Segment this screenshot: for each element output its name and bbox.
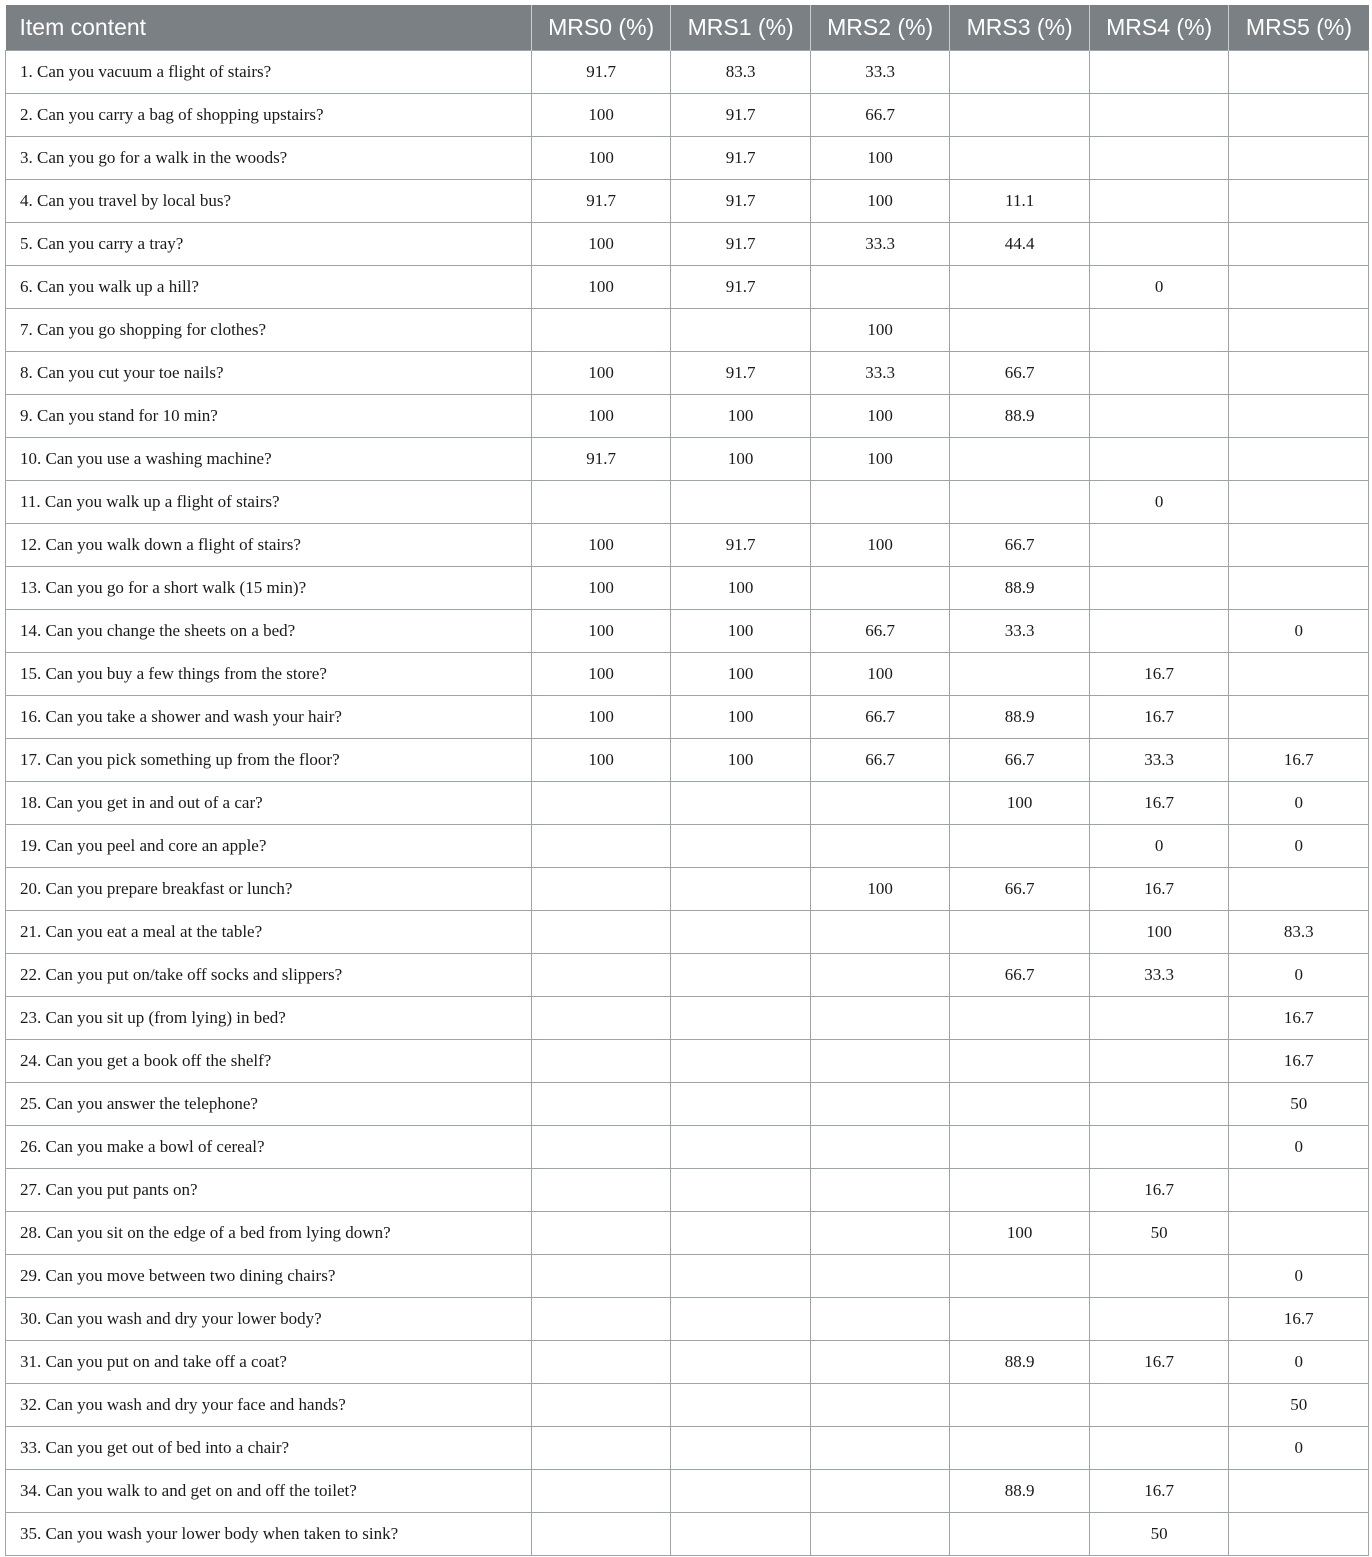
cell-mrs5: 0	[1229, 782, 1369, 825]
cell-mrs0	[531, 1255, 671, 1298]
cell-mrs3: 66.7	[950, 524, 1090, 567]
cell-item-content: 33. Can you get out of bed into a chair?	[6, 1427, 532, 1470]
cell-mrs4	[1089, 567, 1229, 610]
cell-mrs2	[810, 1513, 950, 1556]
cell-mrs4	[1089, 1298, 1229, 1341]
cell-mrs3	[950, 1083, 1090, 1126]
cell-mrs5: 16.7	[1229, 1298, 1369, 1341]
cell-mrs3	[950, 51, 1090, 94]
cell-mrs5: 0	[1229, 1427, 1369, 1470]
cell-mrs5: 0	[1229, 1341, 1369, 1384]
cell-mrs3	[950, 481, 1090, 524]
cell-mrs0: 100	[531, 395, 671, 438]
table-row	[6, 954, 1369, 997]
cell-mrs1	[671, 1040, 811, 1083]
cell-mrs0: 100	[531, 94, 671, 137]
cell-mrs0: 100	[531, 524, 671, 567]
cell-item-content: 8. Can you cut your toe nails?	[6, 352, 532, 395]
header-item-content: Item content	[6, 5, 532, 51]
cell-mrs5: 0	[1229, 1126, 1369, 1169]
cell-mrs0	[531, 1513, 671, 1556]
cell-mrs2	[810, 997, 950, 1040]
cell-mrs2	[810, 1126, 950, 1169]
cell-mrs0: 100	[531, 223, 671, 266]
cell-item-content: 29. Can you move between two dining chairs?	[6, 1255, 532, 1298]
table-row	[6, 782, 1369, 825]
cell-mrs4: 100	[1089, 911, 1229, 954]
cell-mrs0: 100	[531, 696, 671, 739]
cell-mrs2	[810, 1255, 950, 1298]
cell-mrs1	[671, 1255, 811, 1298]
cell-mrs2	[810, 266, 950, 309]
cell-mrs2	[810, 911, 950, 954]
table-row	[6, 1255, 1369, 1298]
table-row	[6, 825, 1369, 868]
cell-mrs3: 88.9	[950, 1470, 1090, 1513]
cell-mrs5: 50	[1229, 1083, 1369, 1126]
cell-mrs2: 66.7	[810, 610, 950, 653]
header-mrs0: MRS0 (%)	[531, 5, 671, 51]
cell-mrs4	[1089, 1083, 1229, 1126]
table-header	[6, 5, 1369, 51]
cell-mrs3: 66.7	[950, 352, 1090, 395]
cell-mrs5	[1229, 352, 1369, 395]
cell-mrs2	[810, 1384, 950, 1427]
cell-mrs1	[671, 1470, 811, 1513]
cell-item-content: 31. Can you put on and take off a coat?	[6, 1341, 532, 1384]
table-row	[6, 1298, 1369, 1341]
cell-item-content: 16. Can you take a shower and wash your hair?	[6, 696, 532, 739]
cell-item-content: 2. Can you carry a bag of shopping upstairs?	[6, 94, 532, 137]
cell-mrs2: 100	[810, 137, 950, 180]
table-row	[6, 51, 1369, 94]
cell-mrs0: 100	[531, 739, 671, 782]
cell-item-content: 28. Can you sit on the edge of a bed from lying down?	[6, 1212, 532, 1255]
cell-mrs2: 33.3	[810, 352, 950, 395]
cell-mrs4	[1089, 438, 1229, 481]
cell-mrs1: 91.7	[671, 180, 811, 223]
cell-mrs0	[531, 1040, 671, 1083]
cell-mrs5: 0	[1229, 610, 1369, 653]
table-row	[6, 137, 1369, 180]
cell-mrs5	[1229, 223, 1369, 266]
cell-mrs1: 91.7	[671, 94, 811, 137]
cell-item-content: 5. Can you carry a tray?	[6, 223, 532, 266]
cell-item-content: 1. Can you vacuum a flight of stairs?	[6, 51, 532, 94]
cell-mrs1: 91.7	[671, 137, 811, 180]
cell-mrs0	[531, 868, 671, 911]
cell-mrs2	[810, 825, 950, 868]
cell-mrs0	[531, 309, 671, 352]
cell-mrs5	[1229, 696, 1369, 739]
cell-mrs3	[950, 1126, 1090, 1169]
cell-mrs1: 100	[671, 696, 811, 739]
cell-mrs1	[671, 997, 811, 1040]
cell-mrs0	[531, 1470, 671, 1513]
cell-mrs2: 100	[810, 395, 950, 438]
cell-mrs4: 16.7	[1089, 653, 1229, 696]
cell-mrs1	[671, 481, 811, 524]
cell-mrs5: 16.7	[1229, 997, 1369, 1040]
cell-mrs0: 100	[531, 137, 671, 180]
cell-mrs0: 100	[531, 653, 671, 696]
cell-mrs4	[1089, 309, 1229, 352]
cell-mrs0	[531, 1169, 671, 1212]
cell-mrs5	[1229, 266, 1369, 309]
cell-mrs0: 100	[531, 352, 671, 395]
cell-mrs2	[810, 782, 950, 825]
cell-mrs2: 100	[810, 438, 950, 481]
cell-mrs1	[671, 825, 811, 868]
table-row	[6, 1212, 1369, 1255]
cell-mrs3	[950, 911, 1090, 954]
cell-mrs4: 16.7	[1089, 696, 1229, 739]
table-row	[6, 1427, 1369, 1470]
cell-item-content: 7. Can you go shopping for clothes?	[6, 309, 532, 352]
cell-mrs1: 91.7	[671, 524, 811, 567]
cell-mrs0	[531, 954, 671, 997]
cell-item-content: 15. Can you buy a few things from the store?	[6, 653, 532, 696]
cell-mrs5: 83.3	[1229, 911, 1369, 954]
cell-mrs2: 33.3	[810, 223, 950, 266]
cell-mrs3	[950, 94, 1090, 137]
table-row	[6, 567, 1369, 610]
cell-mrs1: 100	[671, 610, 811, 653]
cell-item-content: 35. Can you wash your lower body when taken to sink?	[6, 1513, 532, 1556]
cell-mrs1: 100	[671, 653, 811, 696]
cell-mrs4	[1089, 223, 1229, 266]
table-row	[6, 868, 1369, 911]
cell-mrs4: 50	[1089, 1212, 1229, 1255]
table-row	[6, 1384, 1369, 1427]
cell-item-content: 27. Can you put pants on?	[6, 1169, 532, 1212]
cell-mrs3	[950, 997, 1090, 1040]
cell-mrs2	[810, 481, 950, 524]
cell-item-content: 19. Can you peel and core an apple?	[6, 825, 532, 868]
cell-mrs1	[671, 1427, 811, 1470]
cell-mrs4	[1089, 1126, 1229, 1169]
cell-mrs3	[950, 1169, 1090, 1212]
cell-mrs4	[1089, 51, 1229, 94]
cell-mrs1	[671, 868, 811, 911]
cell-mrs4	[1089, 524, 1229, 567]
cell-mrs4	[1089, 94, 1229, 137]
cell-item-content: 6. Can you walk up a hill?	[6, 266, 532, 309]
cell-item-content: 10. Can you use a washing machine?	[6, 438, 532, 481]
cell-mrs2	[810, 1169, 950, 1212]
cell-mrs2	[810, 1083, 950, 1126]
cell-mrs5	[1229, 524, 1369, 567]
cell-mrs5: 50	[1229, 1384, 1369, 1427]
cell-mrs3	[950, 309, 1090, 352]
cell-mrs2	[810, 1341, 950, 1384]
cell-mrs3	[950, 1298, 1090, 1341]
table-row	[6, 997, 1369, 1040]
header-mrs1: MRS1 (%)	[671, 5, 811, 51]
cell-mrs0	[531, 1212, 671, 1255]
cell-mrs1: 100	[671, 739, 811, 782]
cell-mrs1	[671, 1384, 811, 1427]
table-row	[6, 696, 1369, 739]
cell-mrs4: 33.3	[1089, 739, 1229, 782]
cell-mrs4	[1089, 1040, 1229, 1083]
cell-mrs0: 91.7	[531, 180, 671, 223]
table-row	[6, 266, 1369, 309]
cell-mrs4: 16.7	[1089, 868, 1229, 911]
cell-mrs5	[1229, 395, 1369, 438]
cell-mrs5	[1229, 567, 1369, 610]
cell-mrs1: 83.3	[671, 51, 811, 94]
table-row	[6, 1040, 1369, 1083]
cell-mrs1	[671, 1083, 811, 1126]
cell-mrs2: 66.7	[810, 94, 950, 137]
cell-mrs5	[1229, 309, 1369, 352]
cell-mrs0: 100	[531, 610, 671, 653]
cell-mrs0	[531, 1126, 671, 1169]
mrs-items-table	[5, 5, 1369, 1556]
cell-mrs5	[1229, 137, 1369, 180]
cell-mrs5: 0	[1229, 825, 1369, 868]
table-row	[6, 1083, 1369, 1126]
cell-mrs0	[531, 1341, 671, 1384]
cell-mrs2	[810, 1427, 950, 1470]
cell-mrs5	[1229, 1470, 1369, 1513]
cell-mrs3: 88.9	[950, 567, 1090, 610]
table-row	[6, 1169, 1369, 1212]
cell-mrs2: 66.7	[810, 696, 950, 739]
header-mrs3: MRS3 (%)	[950, 5, 1090, 51]
cell-mrs2: 66.7	[810, 739, 950, 782]
cell-mrs1: 91.7	[671, 352, 811, 395]
cell-mrs1	[671, 782, 811, 825]
cell-mrs0: 100	[531, 567, 671, 610]
cell-mrs4: 16.7	[1089, 1169, 1229, 1212]
cell-mrs3	[950, 137, 1090, 180]
cell-mrs1: 100	[671, 395, 811, 438]
cell-mrs4	[1089, 137, 1229, 180]
table-row	[6, 223, 1369, 266]
table-container	[5, 5, 1369, 1556]
cell-mrs5	[1229, 868, 1369, 911]
cell-mrs3: 88.9	[950, 1341, 1090, 1384]
cell-item-content: 32. Can you wash and dry your face and hands?	[6, 1384, 532, 1427]
cell-item-content: 26. Can you make a bowl of cereal?	[6, 1126, 532, 1169]
cell-mrs1	[671, 1298, 811, 1341]
cell-mrs5	[1229, 1169, 1369, 1212]
cell-mrs0: 91.7	[531, 51, 671, 94]
cell-mrs3: 44.4	[950, 223, 1090, 266]
cell-mrs5	[1229, 1513, 1369, 1556]
table-row	[6, 911, 1369, 954]
cell-mrs3: 88.9	[950, 696, 1090, 739]
cell-mrs4: 16.7	[1089, 1470, 1229, 1513]
cell-mrs1	[671, 309, 811, 352]
cell-mrs5	[1229, 653, 1369, 696]
table-row	[6, 653, 1369, 696]
cell-mrs3: 66.7	[950, 739, 1090, 782]
cell-mrs4	[1089, 610, 1229, 653]
table-row	[6, 309, 1369, 352]
cell-item-content: 23. Can you sit up (from lying) in bed?	[6, 997, 532, 1040]
cell-mrs0	[531, 782, 671, 825]
cell-item-content: 22. Can you put on/take off socks and slippers?	[6, 954, 532, 997]
cell-mrs4: 16.7	[1089, 1341, 1229, 1384]
cell-mrs5	[1229, 180, 1369, 223]
table-row	[6, 610, 1369, 653]
cell-mrs4: 50	[1089, 1513, 1229, 1556]
cell-item-content: 24. Can you get a book off the shelf?	[6, 1040, 532, 1083]
cell-mrs5	[1229, 94, 1369, 137]
cell-mrs0: 100	[531, 266, 671, 309]
cell-item-content: 4. Can you travel by local bus?	[6, 180, 532, 223]
header-mrs5: MRS5 (%)	[1229, 5, 1369, 51]
cell-mrs4	[1089, 1384, 1229, 1427]
cell-mrs0	[531, 911, 671, 954]
cell-mrs0	[531, 1298, 671, 1341]
cell-item-content: 18. Can you get in and out of a car?	[6, 782, 532, 825]
cell-mrs0	[531, 997, 671, 1040]
cell-mrs4	[1089, 180, 1229, 223]
cell-item-content: 9. Can you stand for 10 min?	[6, 395, 532, 438]
cell-mrs3: 100	[950, 1212, 1090, 1255]
cell-item-content: 3. Can you go for a walk in the woods?	[6, 137, 532, 180]
cell-item-content: 25. Can you answer the telephone?	[6, 1083, 532, 1126]
cell-mrs3	[950, 1384, 1090, 1427]
header-mrs4: MRS4 (%)	[1089, 5, 1229, 51]
table-row	[6, 1341, 1369, 1384]
cell-mrs0	[531, 481, 671, 524]
cell-mrs3	[950, 1040, 1090, 1083]
cell-mrs4	[1089, 1255, 1229, 1298]
cell-mrs5	[1229, 481, 1369, 524]
cell-mrs4	[1089, 1427, 1229, 1470]
cell-mrs2: 100	[810, 868, 950, 911]
cell-item-content: 14. Can you change the sheets on a bed?	[6, 610, 532, 653]
cell-mrs3: 66.7	[950, 868, 1090, 911]
cell-mrs5	[1229, 51, 1369, 94]
cell-mrs5: 16.7	[1229, 739, 1369, 782]
table-row	[6, 1513, 1369, 1556]
cell-mrs1	[671, 1341, 811, 1384]
cell-mrs2: 33.3	[810, 51, 950, 94]
cell-mrs3	[950, 266, 1090, 309]
cell-mrs2	[810, 567, 950, 610]
cell-item-content: 17. Can you pick something up from the floor?	[6, 739, 532, 782]
cell-mrs4	[1089, 997, 1229, 1040]
header-mrs2: MRS2 (%)	[810, 5, 950, 51]
cell-mrs3: 88.9	[950, 395, 1090, 438]
table-row	[6, 739, 1369, 782]
cell-item-content: 34. Can you walk to and get on and off the toilet?	[6, 1470, 532, 1513]
cell-mrs0	[531, 1384, 671, 1427]
cell-item-content: 21. Can you eat a meal at the table?	[6, 911, 532, 954]
cell-mrs5: 16.7	[1229, 1040, 1369, 1083]
table-row	[6, 481, 1369, 524]
cell-mrs1	[671, 954, 811, 997]
cell-mrs4	[1089, 395, 1229, 438]
cell-mrs4: 33.3	[1089, 954, 1229, 997]
cell-mrs3: 66.7	[950, 954, 1090, 997]
cell-mrs1	[671, 1169, 811, 1212]
cell-mrs2: 100	[810, 524, 950, 567]
cell-mrs2	[810, 1212, 950, 1255]
cell-mrs1	[671, 1513, 811, 1556]
table-row	[6, 180, 1369, 223]
cell-mrs4: 0	[1089, 481, 1229, 524]
cell-item-content: 12. Can you walk down a flight of stairs?	[6, 524, 532, 567]
cell-mrs2: 100	[810, 309, 950, 352]
cell-mrs1	[671, 1126, 811, 1169]
cell-mrs2	[810, 1470, 950, 1513]
cell-mrs4: 0	[1089, 825, 1229, 868]
cell-item-content: 13. Can you go for a short walk (15 min)?	[6, 567, 532, 610]
cell-mrs0	[531, 1427, 671, 1470]
cell-mrs3	[950, 1513, 1090, 1556]
cell-mrs0	[531, 825, 671, 868]
table-row	[6, 1470, 1369, 1513]
table-row	[6, 352, 1369, 395]
cell-mrs5	[1229, 1212, 1369, 1255]
table-row	[6, 94, 1369, 137]
table-row	[6, 395, 1369, 438]
cell-mrs3: 100	[950, 782, 1090, 825]
cell-mrs2	[810, 1298, 950, 1341]
cell-item-content: 30. Can you wash and dry your lower body?	[6, 1298, 532, 1341]
cell-mrs4	[1089, 352, 1229, 395]
cell-mrs5: 0	[1229, 954, 1369, 997]
cell-mrs1: 100	[671, 567, 811, 610]
cell-mrs1	[671, 911, 811, 954]
cell-mrs3	[950, 438, 1090, 481]
cell-mrs5	[1229, 438, 1369, 481]
cell-mrs3	[950, 1255, 1090, 1298]
cell-item-content: 20. Can you prepare breakfast or lunch?	[6, 868, 532, 911]
cell-mrs4: 0	[1089, 266, 1229, 309]
cell-mrs3: 11.1	[950, 180, 1090, 223]
cell-mrs3	[950, 653, 1090, 696]
cell-mrs0: 91.7	[531, 438, 671, 481]
table-row	[6, 438, 1369, 481]
cell-mrs4: 16.7	[1089, 782, 1229, 825]
table-body	[6, 51, 1369, 1556]
cell-item-content: 11. Can you walk up a flight of stairs?	[6, 481, 532, 524]
cell-mrs5: 0	[1229, 1255, 1369, 1298]
cell-mrs2: 100	[810, 180, 950, 223]
cell-mrs3	[950, 1427, 1090, 1470]
cell-mrs1: 91.7	[671, 266, 811, 309]
cell-mrs3	[950, 825, 1090, 868]
cell-mrs1	[671, 1212, 811, 1255]
cell-mrs3: 33.3	[950, 610, 1090, 653]
table-row	[6, 1126, 1369, 1169]
cell-mrs1: 91.7	[671, 223, 811, 266]
cell-mrs1: 100	[671, 438, 811, 481]
table-row	[6, 524, 1369, 567]
cell-mrs0	[531, 1083, 671, 1126]
cell-mrs2	[810, 954, 950, 997]
cell-mrs2: 100	[810, 653, 950, 696]
cell-mrs2	[810, 1040, 950, 1083]
header-row	[6, 5, 1369, 51]
